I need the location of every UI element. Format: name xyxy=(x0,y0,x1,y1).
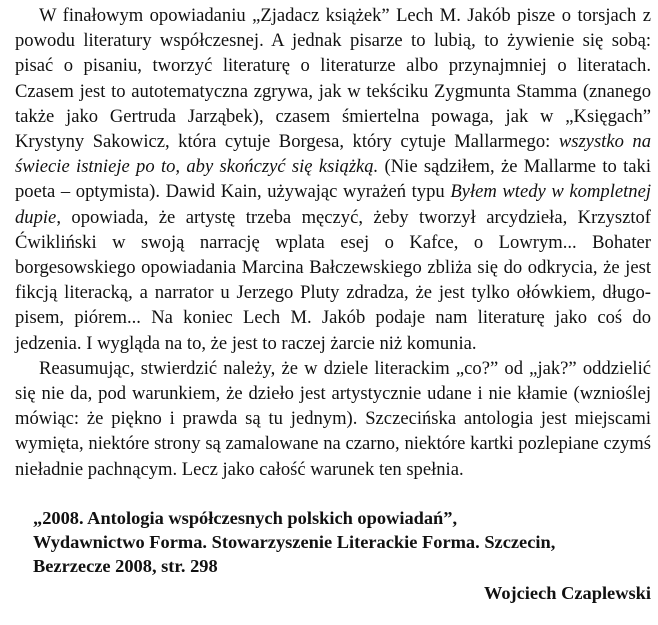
review-paragraph-2: Reasumując, stwierdzić należy, że w dziele literackim „co?” od „jak?” oddzielić się nie da, pod warunkiem, że dzieło jest artystycznie udane i nie kłamie (wznioślej mówiąc: że piękno i prawda są tu jednym). Szczecińska antologia jest miejscami wymięta, niektóre strony są zamalowane na czarno, niektóre kartki pozlepiane czymś nieładnie pachnącym. Lecz jako całość warunek ten spełnia. xyxy=(15,357,651,480)
author-signature: Wojciech Czaplewski xyxy=(483,582,651,603)
source-line-title: „2008. Antologia współczesnych polskich opowiadań”, xyxy=(33,507,458,528)
source-line-place: Bezrzecze 2008, str. 298 xyxy=(33,555,218,576)
book-source-citation xyxy=(15,506,651,578)
review-page xyxy=(15,3,651,605)
kain-quote: Byłem wtedy w kompletnej dupie xyxy=(15,181,652,228)
paragraph-1-text-c: , opowiada, że artystę trzeba męczyć, żeby tworzył arcydzieła, Krzysztof Ćwikliński w swoją narrację wplata esej o Kafce, o Lowrym... Bohater borgesowskiego opowiadania Marcina Bałczewskiego zbliża się do odkrycia, że jest fikcją literacką, a narrator u Jerzego Pluty zdradza, że jest tylko ołówkiem, długopisem, piórem... Na koniec Lech M. Jakób podaje nam literaturę jako coś do jedzenia. I wygląda na to, że jest to raczej żarcie niż komunia. xyxy=(15,206,651,354)
paragraph-1-text-a: W finałowym opowiadaniu „Zjadacz książek” Lech M. Jakób pisze o torsjach z powodu literatury współczesnej. A jednak pisarze to lubią, to żywienie się sobą: pisać o pisaniu, tworzyć literaturę o literaturze albo przynajmniej o literatach. Czasem jest to autotematyczna zgrywa, jak w tekściku Zygmunta Stamma (znanego także jako Gertruda Jarząbek), czasem śmiertelna powaga, jak w „Księgach” Krystyny Sakowicz, która cytuje Borgesa, który cytuje Mallarmego: xyxy=(15,5,651,153)
review-paragraph-1 xyxy=(15,3,651,356)
borges-quote: wszystko na świecie istnieje po to, aby skończyć się książką. xyxy=(15,131,651,178)
paragraph-1-text-b: (Nie sądziłem, że Mallarme to taki poeta – optymista). Dawid Kain, używając wyrażeń typu xyxy=(15,156,651,203)
source-line-publisher: Wydawnictwo Forma. Stowarzyszenie Literackie Forma. Szczecin, xyxy=(33,531,556,552)
